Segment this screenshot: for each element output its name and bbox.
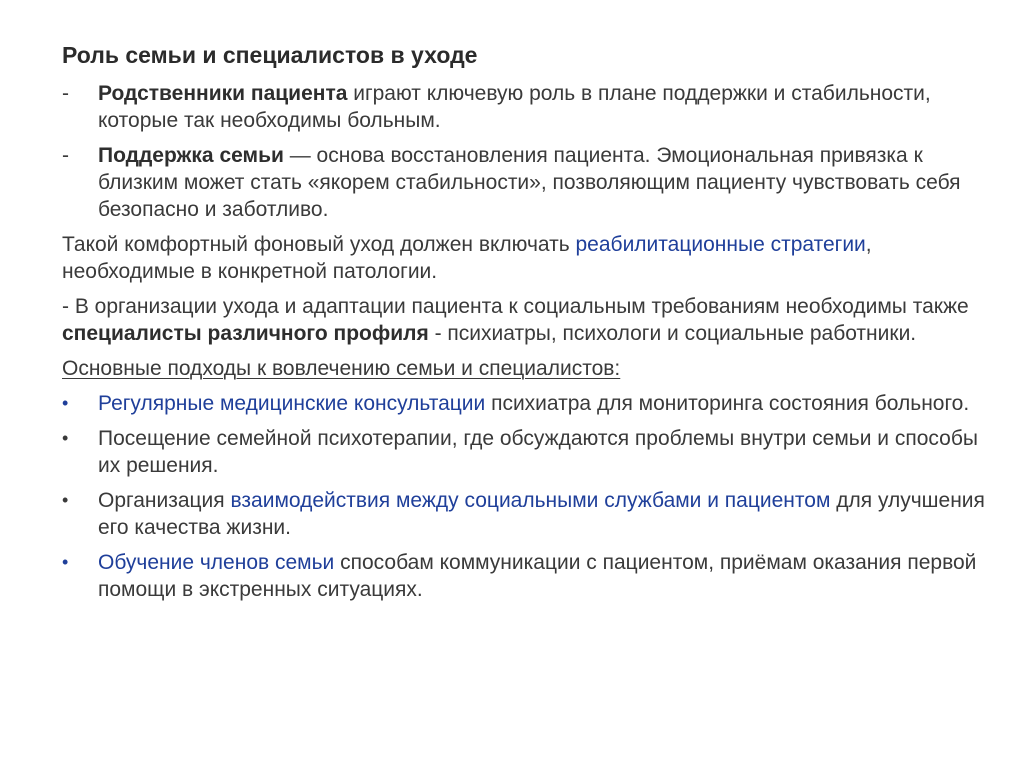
social-services-after: для улучшения его качества жизни. — [98, 489, 985, 539]
dash-item-family-support — [62, 142, 992, 223]
paragraph1-after: , необходимые в конкретной патологии. — [62, 233, 872, 283]
slide-title: Роль семьи и специалистов в уходе — [62, 42, 478, 68]
paragraph1-before: Такой комфортный фоновый уход должен включать — [62, 233, 576, 256]
bullet-marker: • — [62, 552, 69, 572]
bullet-marker: • — [62, 490, 69, 510]
slide-content — [62, 80, 992, 611]
rehab-strategies-highlight: реабилитационные стратегии — [575, 233, 866, 256]
relatives-text: играют ключевую роль в плане поддержки и стабильности, которые так необходимы больным. — [98, 82, 931, 132]
paragraph2-before: - В организации ухода и адаптации пациента к социальным требованиям необходимы также — [62, 295, 969, 318]
family-training-highlight: Обучение членов семьи — [98, 551, 335, 574]
specialists-bold: специалисты различного профиля — [62, 322, 429, 345]
social-services-before: Организация — [98, 489, 231, 512]
bullet-consultations — [62, 390, 992, 417]
bullet-marker: • — [62, 393, 69, 413]
paragraph-rehabilitation — [62, 231, 992, 285]
consultations-highlight: Регулярные медицинские консультации — [98, 392, 486, 415]
bullet-social-services — [62, 487, 992, 541]
family-therapy-text: Посещение семейной психотерапии, где обсуждаются проблемы внутри семьи и способы их решения. — [98, 427, 978, 477]
consultations-text: психиатра для мониторинга состояния больного. — [485, 392, 970, 415]
bullet-family-training — [62, 549, 992, 603]
relatives-lead: Родственники пациента — [98, 82, 348, 105]
family-training-text: способам коммуникации с пациентом, приёмам оказания первой помощи в экстренных ситуациях. — [98, 551, 977, 601]
family-support-text: — основа восстановления пациента. Эмоциональная привязка к близким может стать «якорем стабильности», позволяющим пациенту чувствовать себя безопасно и заботливо. — [98, 144, 961, 221]
bullet-marker: • — [62, 428, 69, 448]
paragraph-specialists — [62, 293, 992, 347]
dash-item-relatives — [62, 80, 992, 134]
family-support-lead: Поддержка семьи — [98, 144, 284, 167]
paragraph2-after: - психиатры, психологи и социальные работники. — [428, 322, 917, 345]
dash-marker: - — [62, 82, 69, 105]
approaches-heading: Основные подходы к вовлечению семьи и специалистов: — [62, 357, 621, 380]
dash-marker: - — [62, 144, 69, 167]
bullet-family-therapy — [62, 425, 992, 479]
social-services-highlight: взаимодействия между социальными службами и пациентом — [230, 489, 831, 512]
